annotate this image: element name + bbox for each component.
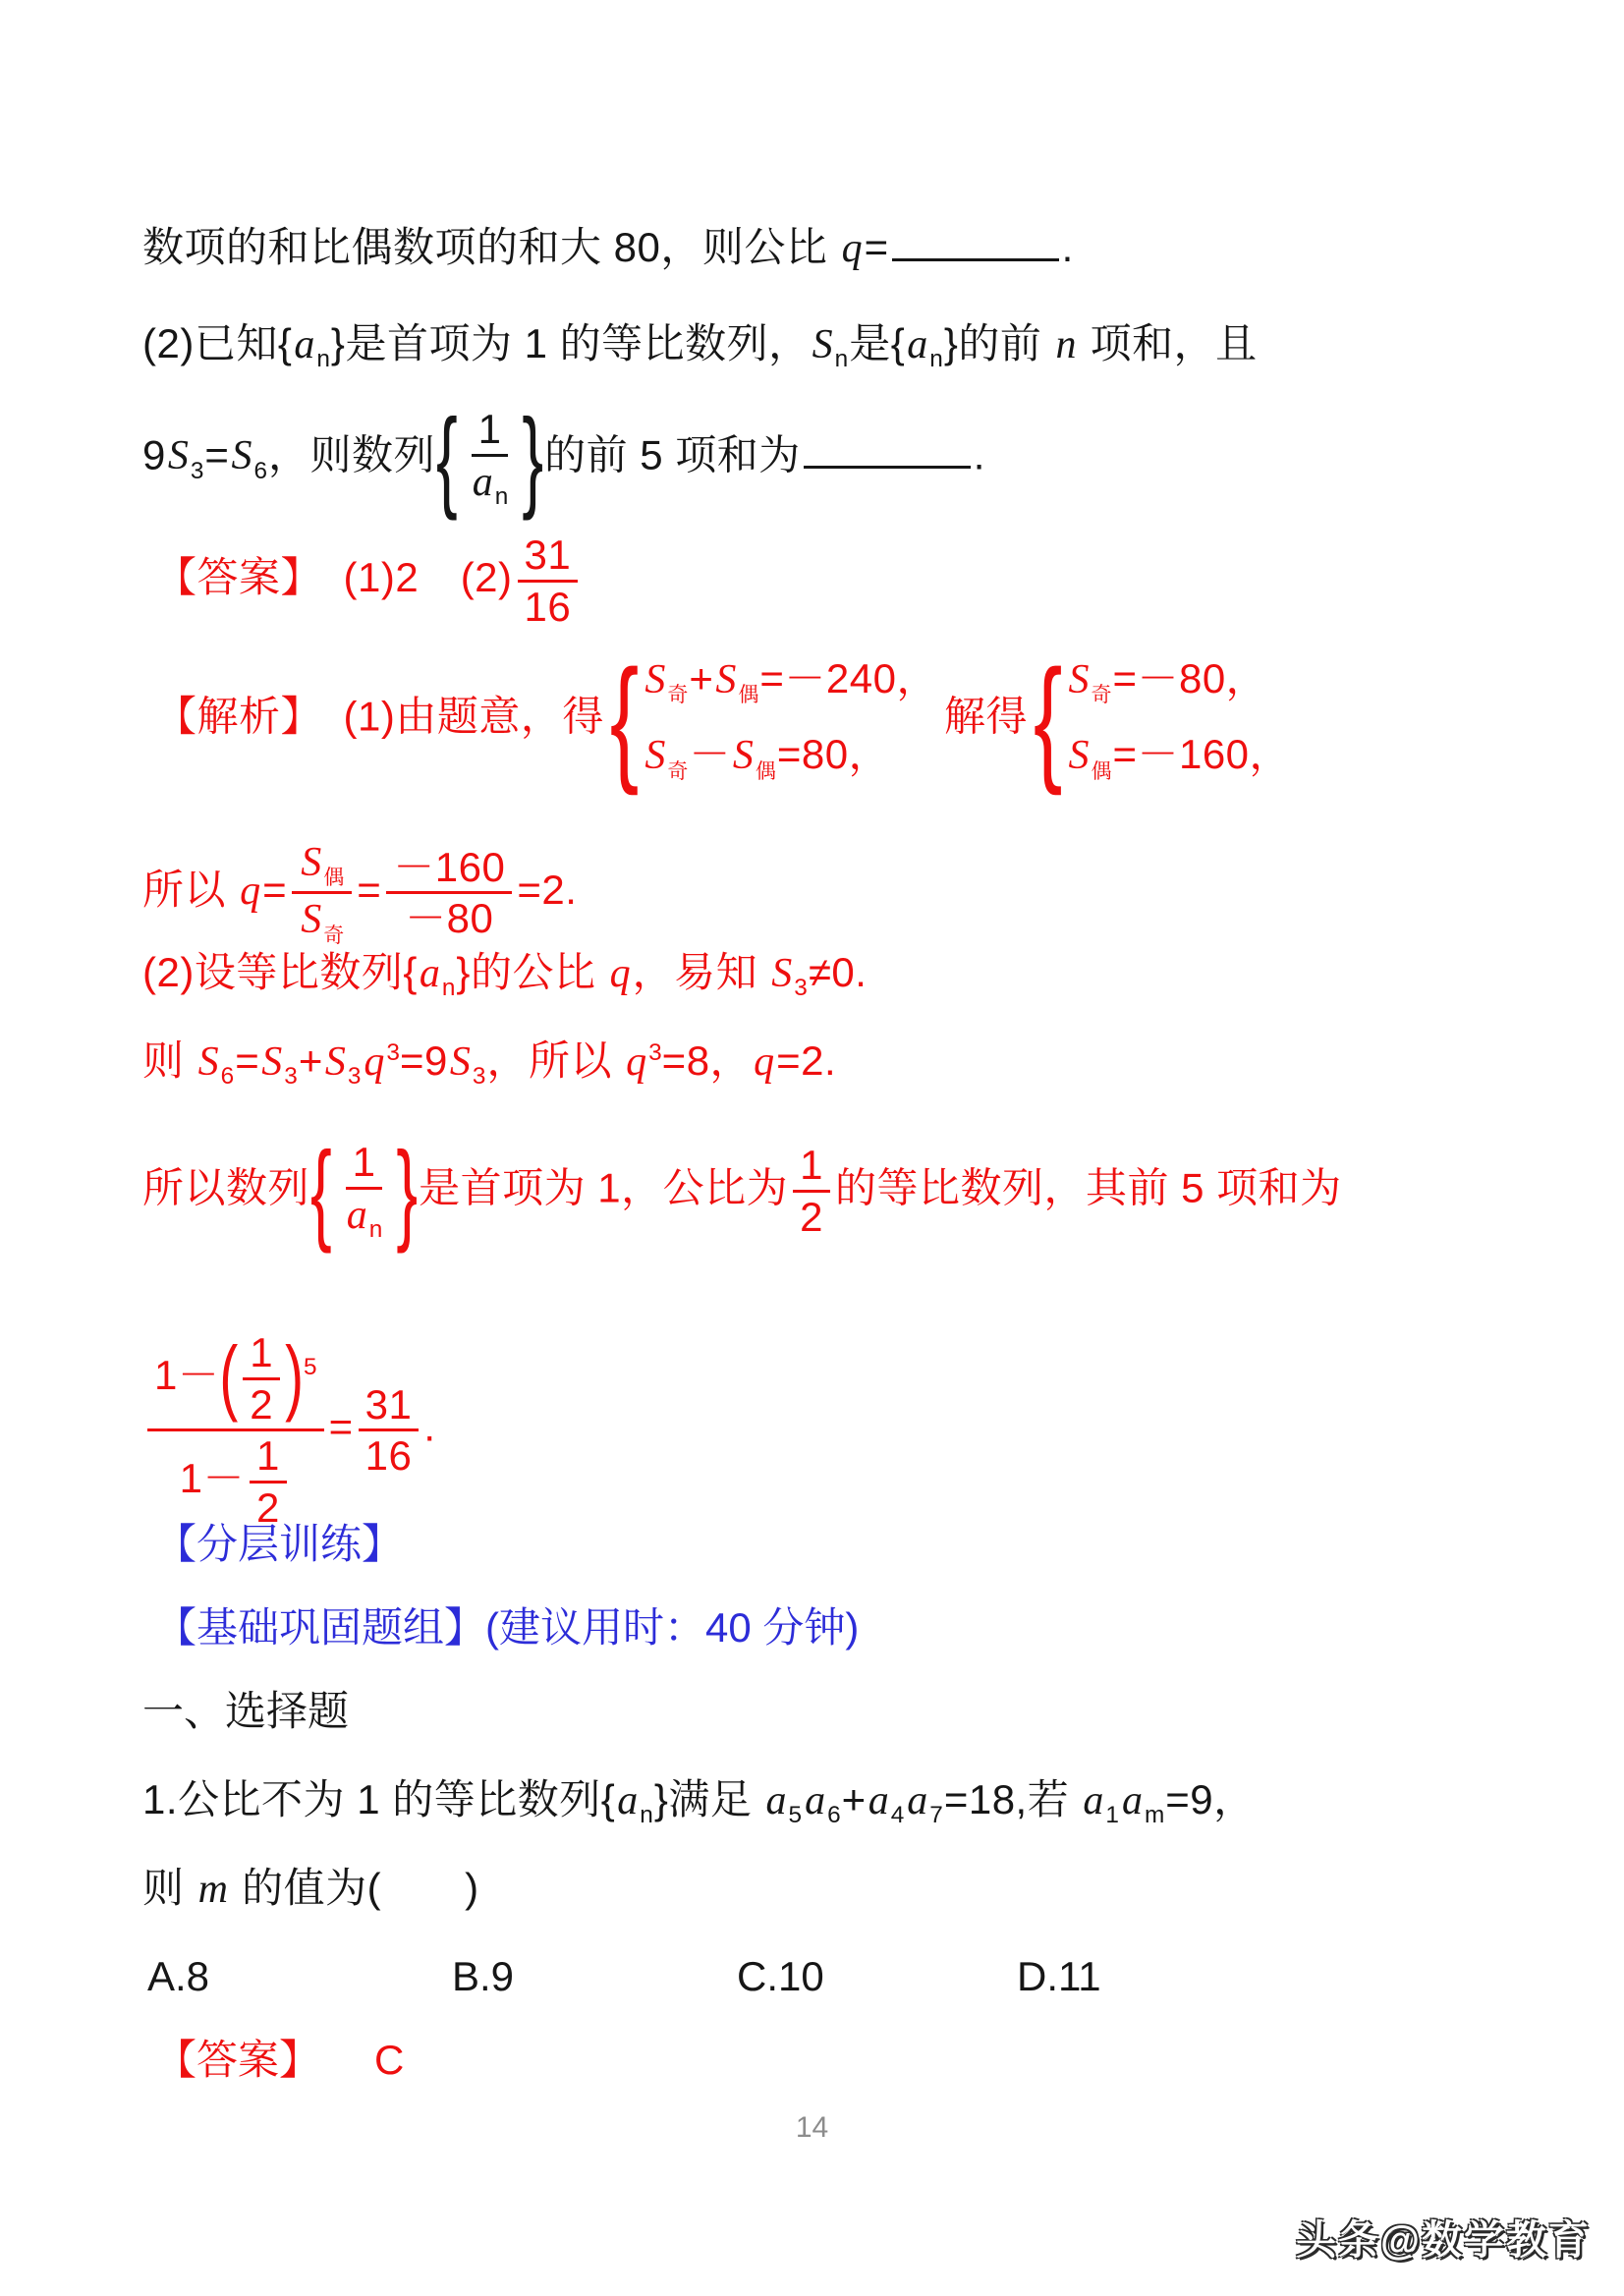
math-text: =80， xyxy=(776,731,891,778)
math-variable: S xyxy=(644,733,666,779)
math-variable: a xyxy=(419,951,440,996)
math-text: 1 xyxy=(477,406,502,452)
left-brace-icon: { xyxy=(436,395,458,522)
equation-row xyxy=(643,656,938,706)
subscript: n xyxy=(368,1215,383,1243)
subscript: 5 xyxy=(788,1802,803,1829)
math-variable: S xyxy=(715,657,737,702)
math-variable: S xyxy=(261,1039,283,1085)
subscript: 3 xyxy=(472,1063,486,1091)
math-variable: S xyxy=(301,897,322,943)
math-text: 9 xyxy=(142,431,166,478)
equation-rows xyxy=(1066,656,1291,783)
analysis-line-1 xyxy=(155,641,1297,797)
fraction xyxy=(359,1380,420,1481)
math-text: 2 xyxy=(250,1380,274,1428)
fraction xyxy=(147,1328,324,1532)
subscript: 偶 xyxy=(1091,759,1112,783)
option-d: D.11 xyxy=(1017,1953,1101,1999)
subscript: n xyxy=(441,975,456,1002)
problem-line-3 xyxy=(142,395,985,522)
fraction-numerator xyxy=(518,531,579,583)
math-text: ，所以 xyxy=(486,1037,625,1084)
fraction-numerator xyxy=(292,837,352,894)
section-title: 一、选择题 xyxy=(142,1688,350,1734)
fraction-numerator xyxy=(243,1328,280,1380)
math-text: = xyxy=(204,431,230,478)
right-brace-icon: } xyxy=(396,1128,419,1255)
math-variable: n xyxy=(1055,322,1077,367)
subscript: n xyxy=(316,346,330,373)
math-text: }满足 xyxy=(653,1776,764,1822)
math-variable: a xyxy=(868,1778,889,1823)
option-c: C.10 xyxy=(737,1953,824,1999)
answer-line-2 xyxy=(155,2029,404,2091)
math-text: 则 xyxy=(142,1865,196,1911)
subscript: 3 xyxy=(284,1063,298,1091)
right-brace-icon: } xyxy=(522,395,544,522)
answer-value: C xyxy=(374,2037,405,2083)
math-variable: q xyxy=(364,1039,385,1085)
math-text: . xyxy=(973,431,985,478)
math-text: 的等比数列，其前 5 项和为 xyxy=(834,1164,1342,1211)
math-text: + xyxy=(298,1037,323,1084)
subscript: 1 xyxy=(1105,1802,1119,1829)
math-variable: a xyxy=(294,322,315,367)
math-text: 1－ xyxy=(179,1455,246,1502)
superscript: 3 xyxy=(648,1039,662,1066)
math-variable: m xyxy=(197,1867,229,1912)
answer-line-1 xyxy=(155,531,583,631)
math-variable: a xyxy=(907,1778,928,1823)
subscript: 偶 xyxy=(323,867,345,890)
math-text: =9 xyxy=(399,1037,448,1084)
math-variable: S xyxy=(1068,657,1090,702)
fraction-denominator xyxy=(518,583,579,632)
fraction xyxy=(464,405,517,512)
fraction-denominator xyxy=(359,1431,420,1481)
math-text: =9， xyxy=(1165,1776,1256,1822)
math-text: = xyxy=(328,1403,354,1450)
math-text: 的前 5 项和为 xyxy=(544,431,801,478)
math-variable: a xyxy=(346,1192,367,1238)
math-variable: q xyxy=(609,951,631,996)
math-text: (2)设等比数列{ xyxy=(142,949,418,995)
math-variable: S xyxy=(644,657,666,702)
options-row xyxy=(147,1945,1101,2007)
math-variable: S xyxy=(301,840,322,885)
fraction-denominator xyxy=(398,894,500,943)
fraction-denominator xyxy=(464,457,517,512)
math-text: 16 xyxy=(364,1432,413,1480)
subscript: n xyxy=(834,346,849,373)
fraction xyxy=(386,843,512,943)
math-variable: a xyxy=(765,1778,787,1823)
math-variable: a xyxy=(472,459,493,505)
math-text: 31 xyxy=(524,532,572,578)
math-text: 1 xyxy=(256,1432,280,1480)
math-text: 项和，且 xyxy=(1078,320,1258,366)
math-text: 【解析】 (1)由题意，得 xyxy=(155,693,604,740)
math-text: 31 xyxy=(364,1380,413,1428)
math-text: =2. xyxy=(517,866,578,913)
math-text: = xyxy=(357,866,382,913)
fraction-numerator xyxy=(793,1141,830,1193)
equation-system xyxy=(609,641,938,797)
math-text: ，易知 xyxy=(632,949,770,995)
math-text: ，则数列 xyxy=(268,431,436,478)
math-text: 1 xyxy=(800,1142,823,1189)
fraction xyxy=(518,531,579,631)
math-text: ≠0. xyxy=(808,949,868,995)
math-text: =－80， xyxy=(1112,655,1268,701)
math-variable: a xyxy=(907,322,928,367)
math-variable: S xyxy=(197,1039,219,1085)
equation-row xyxy=(643,732,938,782)
analysis-line-5 xyxy=(142,1128,1342,1255)
math-text: 1 xyxy=(352,1139,376,1185)
superscript: 5 xyxy=(304,1354,317,1381)
superscript: 3 xyxy=(386,1039,400,1066)
math-variable: q xyxy=(240,868,261,914)
page-number: 14 xyxy=(795,2111,829,2144)
subscript: m xyxy=(1144,1802,1165,1829)
analysis-line-4 xyxy=(142,1030,836,1095)
equation-system xyxy=(1033,641,1292,797)
math-text: 16 xyxy=(524,583,572,630)
math-variable: S xyxy=(732,733,754,779)
math-text: 1 xyxy=(250,1329,274,1375)
math-variable: S xyxy=(771,951,793,996)
math-text: 解得 xyxy=(943,693,1028,740)
subscript: 4 xyxy=(890,1802,905,1829)
math-variable: S xyxy=(812,322,833,367)
math-text: = xyxy=(262,866,288,913)
fraction-numerator xyxy=(147,1328,324,1431)
fraction xyxy=(793,1141,830,1241)
problem-line-1 xyxy=(142,216,1074,280)
left-brace-icon: { xyxy=(1033,641,1063,797)
math-variable: q xyxy=(626,1039,647,1085)
analysis-line-6 xyxy=(142,1328,435,1532)
question-1-line-2 xyxy=(142,1857,479,1921)
math-text: =－240， xyxy=(759,655,938,701)
fraction-numerator xyxy=(386,843,512,895)
math-text: －160 xyxy=(393,843,506,890)
subscript: 6 xyxy=(220,1063,235,1091)
subscript: n xyxy=(929,346,943,373)
math-text: (2)已知{ xyxy=(142,320,293,366)
left-brace-icon: { xyxy=(609,641,640,797)
equation-rows xyxy=(643,656,938,783)
math-variable: q xyxy=(754,1039,775,1085)
answer-blank xyxy=(892,252,1059,261)
fraction-denominator xyxy=(793,1193,830,1242)
math-text: 1.公比不为 1 的等比数列{ xyxy=(142,1776,616,1822)
subscript: 偶 xyxy=(738,684,759,707)
math-variable: a xyxy=(1121,1778,1143,1823)
math-text: =2. xyxy=(776,1037,837,1084)
left-brace-icon: { xyxy=(310,1128,332,1255)
math-variable: a xyxy=(617,1778,639,1823)
math-text: 数项的和比偶数项的和大 80，则公比 xyxy=(142,224,840,270)
watermark: 头条@数学教育 xyxy=(1296,2217,1591,2263)
subscript: 3 xyxy=(794,975,808,1002)
training-header: 【分层训练】 xyxy=(155,1521,404,1567)
subscript: 3 xyxy=(347,1063,362,1091)
math-variable: S xyxy=(324,1039,346,1085)
fraction-numerator xyxy=(472,405,509,457)
math-text: = xyxy=(864,224,889,270)
math-variable: S xyxy=(167,433,189,479)
math-text: =18,若 xyxy=(943,1776,1082,1822)
math-variable: S xyxy=(1068,733,1090,779)
subscript: 3 xyxy=(190,457,204,484)
answer-blank xyxy=(804,460,971,469)
question-1-line-1 xyxy=(142,1768,1256,1834)
math-text: －80 xyxy=(405,895,494,942)
math-text: 的值为( ) xyxy=(230,1865,479,1911)
math-text: }的前 xyxy=(943,320,1054,366)
math-text: 2 xyxy=(256,1484,280,1531)
problem-line-2 xyxy=(142,312,1258,378)
math-text: 2 xyxy=(800,1193,823,1240)
subscript: n xyxy=(494,482,509,510)
math-text: =8， xyxy=(661,1037,753,1084)
equation-row xyxy=(1066,656,1291,706)
math-text: 所以 xyxy=(142,866,239,913)
math-text: 所以数列 xyxy=(142,1164,310,1211)
subscript: 6 xyxy=(827,1802,841,1829)
answer-label: 【答案】 xyxy=(155,2037,321,2083)
math-text: 是{ xyxy=(849,320,906,366)
math-text: + xyxy=(689,655,714,701)
subscript: 6 xyxy=(253,457,268,484)
fraction-numerator xyxy=(250,1431,287,1484)
math-variable: S xyxy=(449,1039,471,1085)
math-variable: S xyxy=(231,433,252,479)
right-paren-icon: ) xyxy=(285,1330,304,1425)
subscript: 奇 xyxy=(323,924,345,947)
math-text: }是首项为 1 的等比数列， xyxy=(330,320,811,366)
subscript: 偶 xyxy=(755,759,776,783)
math-variable: q xyxy=(841,226,863,271)
option-a: A.8 xyxy=(147,1953,210,1999)
math-text: . xyxy=(423,1403,436,1450)
math-text: 是首项为 1，公比为 xyxy=(419,1164,789,1211)
math-text: . xyxy=(1061,224,1074,270)
math-text: =－160， xyxy=(1112,731,1292,778)
left-paren-icon: ( xyxy=(219,1330,239,1425)
math-variable: a xyxy=(805,1778,826,1823)
math-text: 则 xyxy=(142,1037,196,1084)
fraction xyxy=(292,837,352,948)
subscript: n xyxy=(640,1802,653,1829)
fraction-numerator xyxy=(359,1380,420,1432)
fraction-numerator xyxy=(346,1138,383,1190)
subscript: 7 xyxy=(929,1802,943,1829)
subscript: 奇 xyxy=(1091,684,1112,707)
math-variable: a xyxy=(1083,1778,1104,1823)
math-text: － xyxy=(689,731,731,778)
fraction-denominator xyxy=(338,1190,391,1245)
analysis-line-3 xyxy=(142,941,867,1007)
fraction xyxy=(338,1138,391,1245)
fraction-denominator xyxy=(243,1380,280,1429)
subscript: 奇 xyxy=(667,684,689,707)
math-text: = xyxy=(235,1037,260,1084)
analysis-line-2 xyxy=(142,837,577,948)
subscript: 奇 xyxy=(667,759,689,783)
math-text: + xyxy=(841,1776,867,1822)
option-b: B.9 xyxy=(452,1953,515,1999)
math-text: }的公比 xyxy=(456,949,608,995)
equation-row xyxy=(1066,732,1291,782)
fraction xyxy=(243,1328,280,1428)
math-text: 【答案】 (1)2 (2) xyxy=(155,554,513,601)
math-text: 1－ xyxy=(154,1352,220,1399)
basic-group-header: 【基础巩固题组】(建议用时：40 分钟) xyxy=(155,1604,860,1651)
